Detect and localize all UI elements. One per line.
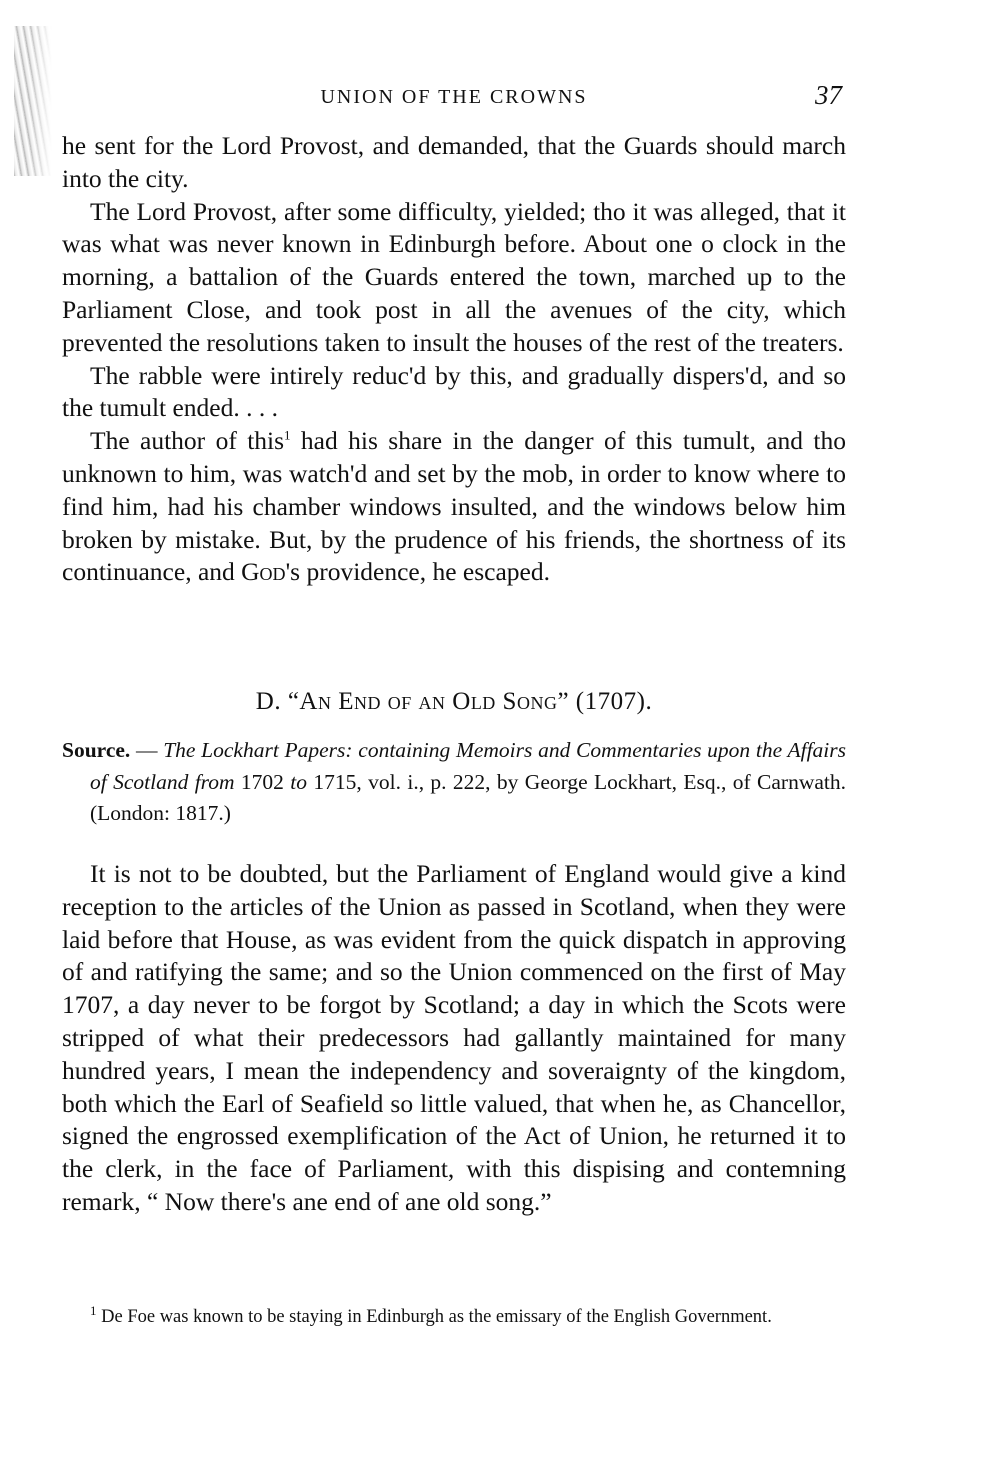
footnote-reference: 1	[284, 427, 291, 443]
running-title: UNION OF THE CROWNS	[320, 86, 588, 108]
source-to: to	[290, 769, 308, 794]
source-title: The Lockhart Papers: containing Memoirs and Commentaries upon the Affairs of Scotland from	[90, 738, 846, 794]
source-dash: —	[130, 738, 164, 762]
paragraph-1: he sent for the Lord Provost, and demanded, that the Guards should march into the city.	[62, 131, 846, 193]
source-citation	[62, 735, 846, 830]
paragraph-3: The rabble were intirely reduc'd by this, and gradually dispers'd, and so the tumult ended. . . .	[62, 360, 846, 423]
section-heading: D. “An End of an Old Song” (1707).	[255, 688, 653, 715]
running-head	[62, 80, 846, 114]
paragraph-4-start: The author of this	[90, 426, 285, 456]
footnote-mark: 1	[90, 1302, 97, 1318]
paragraph-2: The Lord Provost, after some difficulty, yielded; tho it was alleged, that it was what was never known in Edinburgh before. About one o clock in the morning, a battalion of the Guards entered the town, marched up to the Parliament Close, and took post in all the avenues of the city, which prevented the resolutions taken to insult the houses of the rest of the treaters.	[62, 196, 846, 357]
source-label: Source.	[62, 738, 131, 762]
paragraph-4-middle: had his share in the danger of this tumult, and tho unknown to him, was watch'd and set by the mob, in order to know where to find him, had his chamber windows insulted, and the windows below him broken by mistake. But, by the prudence of his friends, the shortness of its continuance, and	[62, 426, 847, 587]
paragraph-4-end: 's providence, he escaped.	[285, 557, 551, 587]
paragraph-4	[62, 425, 846, 589]
source-rest: 1715, vol. i., p. 222, by George Lockhart, Esq., of Carnwath. (London: 1817.)	[90, 769, 846, 825]
footnote-text: De Foe was known to be staying in Edinburgh as the emissary of the English Government.	[96, 1307, 772, 1327]
footnote	[62, 1302, 846, 1329]
source-paragraph	[62, 735, 846, 830]
quoted-passage	[62, 858, 846, 1219]
scan-edge-artifact	[14, 26, 52, 176]
source-years: 1702	[234, 769, 291, 794]
paragraph-4-god: God	[241, 557, 286, 587]
quoted-paragraph: It is not to be doubted, but the Parliament of England would give a kind reception to the articles of the Union as passed in Scotland, when they were laid before that House, as was evident from the quick dispatch in approving of and ratifying the same; and so the Union commenced on the first of May 1707, a day never to be forgot by Scotland; a day in which the Scots were stripped of what their predecessors had gallantly maintained for many hundred years, I mean the independency and soveraignty of the kingdom, both which the Earl of Seafield so little valued, that when he, as Chancellor, signed the engrossed exemplification of the Act of Union, he returned it to the clerk, in the face of Parliament, with this dispising and contemning remark, “ Now there's ane end of ane old song.”	[62, 859, 846, 1216]
body-text	[62, 130, 846, 589]
page-number: 37	[815, 80, 842, 110]
footnote-paragraph	[62, 1302, 846, 1329]
